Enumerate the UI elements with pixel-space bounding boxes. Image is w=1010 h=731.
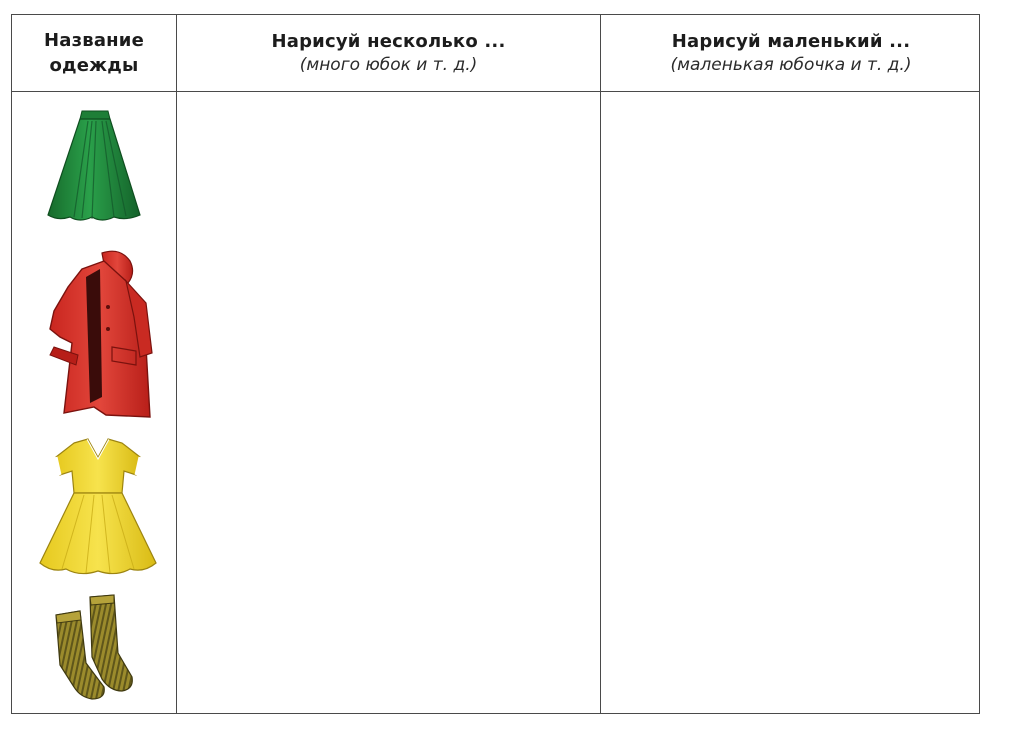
- red-coat-icon: [42, 247, 154, 423]
- header-draw-many-title: Нарисуй несколько ...: [271, 31, 506, 52]
- green-skirt-icon: [44, 107, 144, 229]
- draw-small-area[interactable]: [601, 92, 978, 712]
- striped-socks-icon: [46, 593, 136, 703]
- header-draw-small-title: Нарисуй маленький ...: [671, 31, 911, 52]
- worksheet-table: [11, 14, 980, 714]
- header-draw-small: [601, 15, 981, 91]
- draw-many-area[interactable]: [177, 92, 600, 712]
- header-draw-many-hint: (много юбок и т. д.): [299, 55, 478, 75]
- yellow-dress-icon: [36, 435, 160, 587]
- header-draw-small-hint: (маленькая юбочка и т. д.): [670, 55, 912, 75]
- header-draw-many: [177, 15, 600, 91]
- header-clothing-line2: одежды: [49, 55, 139, 76]
- header-clothing-line1: Название: [43, 30, 145, 51]
- header-clothing-name: [12, 15, 176, 91]
